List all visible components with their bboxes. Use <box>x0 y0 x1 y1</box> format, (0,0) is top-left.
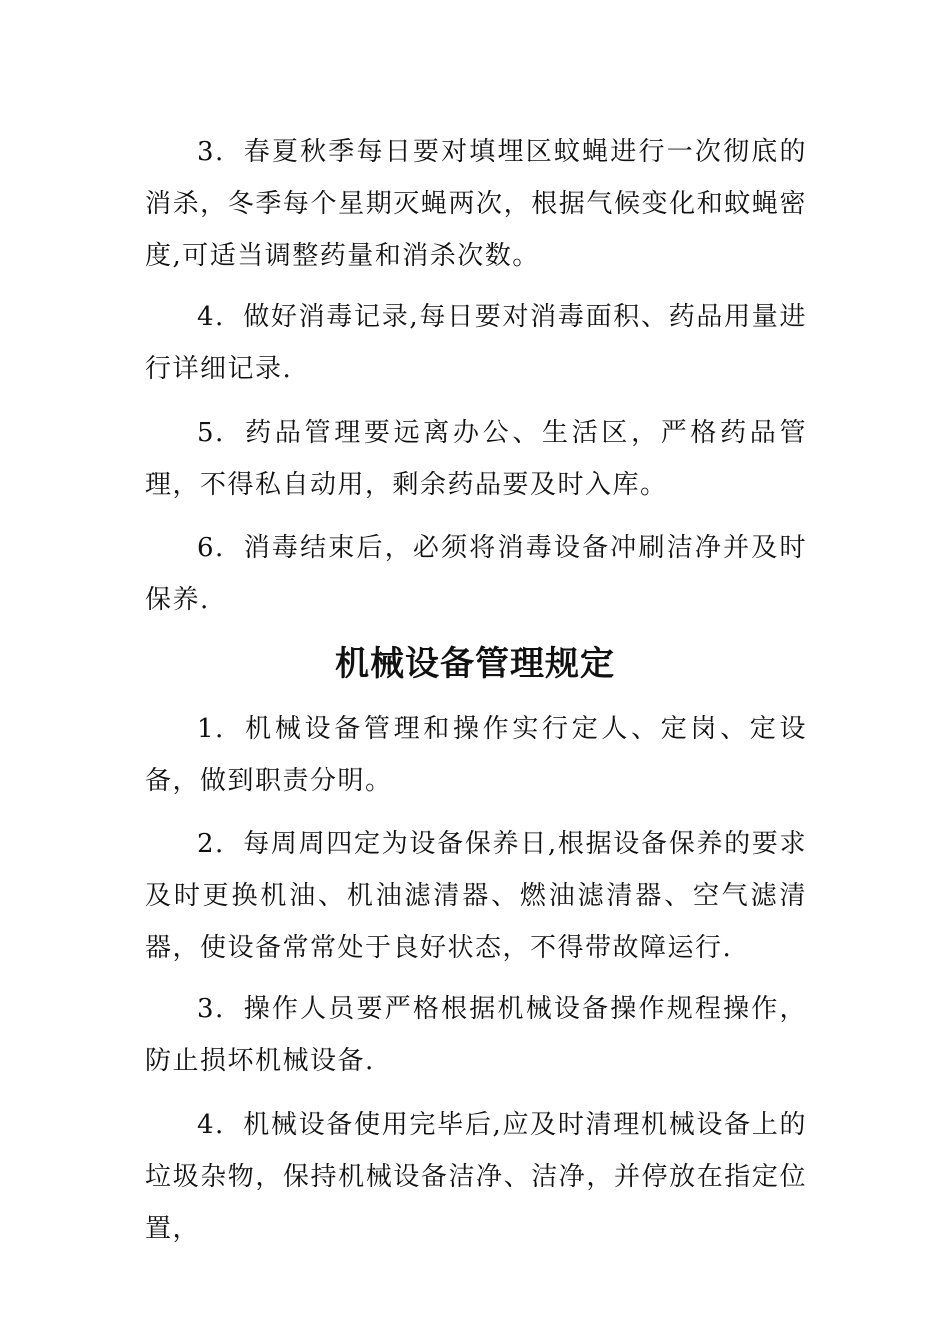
item-text: 机械设备使用完毕后,应及时清理机械设备上的垃圾杂物，保持机械设备洁净、洁净，并停放在指定位置， <box>145 1110 807 1244</box>
list-item-section1-4 <box>145 291 807 395</box>
item-text: 消毒结束后，必须将消毒设备冲刷洁净并及时保养. <box>145 533 807 615</box>
item-text: 药品管理要远离办公、生活区，严格药品管理，不得私自动用，剩余药品要及时入库。 <box>145 418 807 500</box>
item-text: 每周周四定为设备保养日,根据设备保养的要求及时更换机油、机油滤清器、燃油滤清器、空气滤清器，使设备常常处于良好状态，不得带故障运行. <box>145 829 807 963</box>
item-text: 做好消毒记录,每日要对消毒面积、药品用量进行详细记录. <box>145 302 807 384</box>
list-item-section2-2 <box>145 818 807 974</box>
list-item-section2-3 <box>145 983 807 1087</box>
item-number: 3. <box>197 137 225 167</box>
list-item-section1-3 <box>145 126 807 282</box>
item-text: 春夏秋季每日要对填埋区蚊蝇进行一次彻底的消杀，冬季每个星期灭蝇两次，根据气候变化和蚊蝇密度,可适当调整药量和消杀次数。 <box>145 137 807 271</box>
item-number: 1. <box>197 714 225 744</box>
item-number: 2. <box>197 829 225 859</box>
item-text: 操作人员要严格根据机械设备操作规程操作，防止损坏机械设备. <box>145 994 807 1076</box>
list-item-section2-1 <box>145 703 807 807</box>
item-text: 机械设备管理和操作实行定人、定岗、定设备，做到职责分明。 <box>145 714 807 796</box>
list-item-section2-4 <box>145 1099 807 1255</box>
item-number: 4. <box>197 1110 225 1140</box>
section-title: 机械设备管理规定 <box>335 644 615 684</box>
item-number: 6. <box>197 533 225 563</box>
item-number: 3. <box>197 994 225 1024</box>
item-number: 5. <box>197 418 225 448</box>
list-item-section1-5 <box>145 407 807 511</box>
item-number: 4. <box>197 302 225 332</box>
list-item-section1-6 <box>145 522 807 626</box>
